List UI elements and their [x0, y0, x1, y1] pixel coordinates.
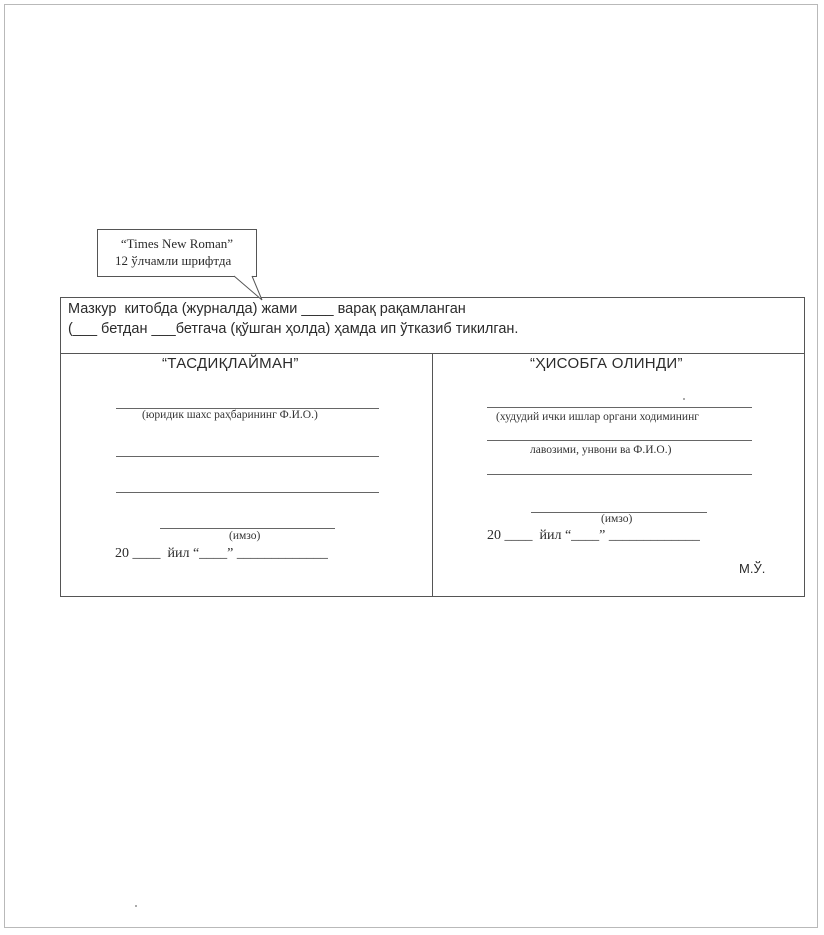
left-extra-line-2 [116, 492, 379, 493]
approve-title: “ТАСДИҚЛАЙМАН” [162, 355, 299, 372]
right-caption-officer: (худудий ички ишлар органи ходимининг [496, 411, 699, 423]
right-caption-rank: лавозими, унвони ва Ф.И.О.) [530, 444, 672, 456]
column-divider [432, 353, 433, 597]
right-signature-caption: (имзо) [601, 513, 633, 525]
right-line-3 [487, 474, 752, 475]
callout-font-size: 12 ўлчамли шрифтда [115, 253, 232, 268]
left-signature-line [160, 528, 335, 529]
binding-statement-line1: Мазкур китобда (журналда) жами ____ варақ рақамланган [68, 301, 466, 317]
registered-title: “ҲИСОБГА ОЛИНДИ” [530, 355, 683, 372]
callout-font-name: “Times New Roman” [120, 236, 234, 251]
binding-statement-line2: (___ бетдан ___бетгача (қўшган ҳолда) ҳамда ип ўтказиб тикилган. [68, 321, 519, 337]
right-line-1 [487, 407, 752, 408]
left-date-line: 20 ____ йил “____” _____________ [115, 546, 328, 561]
right-line-2 [487, 440, 752, 441]
font-note-callout [97, 229, 257, 277]
left-name-caption: (юридик шахс раҳбарининг Ф.И.О.) [142, 409, 318, 421]
stamp-place-label: М.Ў. [739, 561, 766, 576]
left-signature-caption: (имзо) [229, 530, 261, 542]
left-extra-line-1 [116, 456, 379, 457]
scan-speck [135, 905, 137, 907]
right-date-line: 20 ____ йил “____” _____________ [487, 528, 700, 543]
binding-statement [68, 299, 518, 339]
scan-speck [683, 398, 685, 400]
